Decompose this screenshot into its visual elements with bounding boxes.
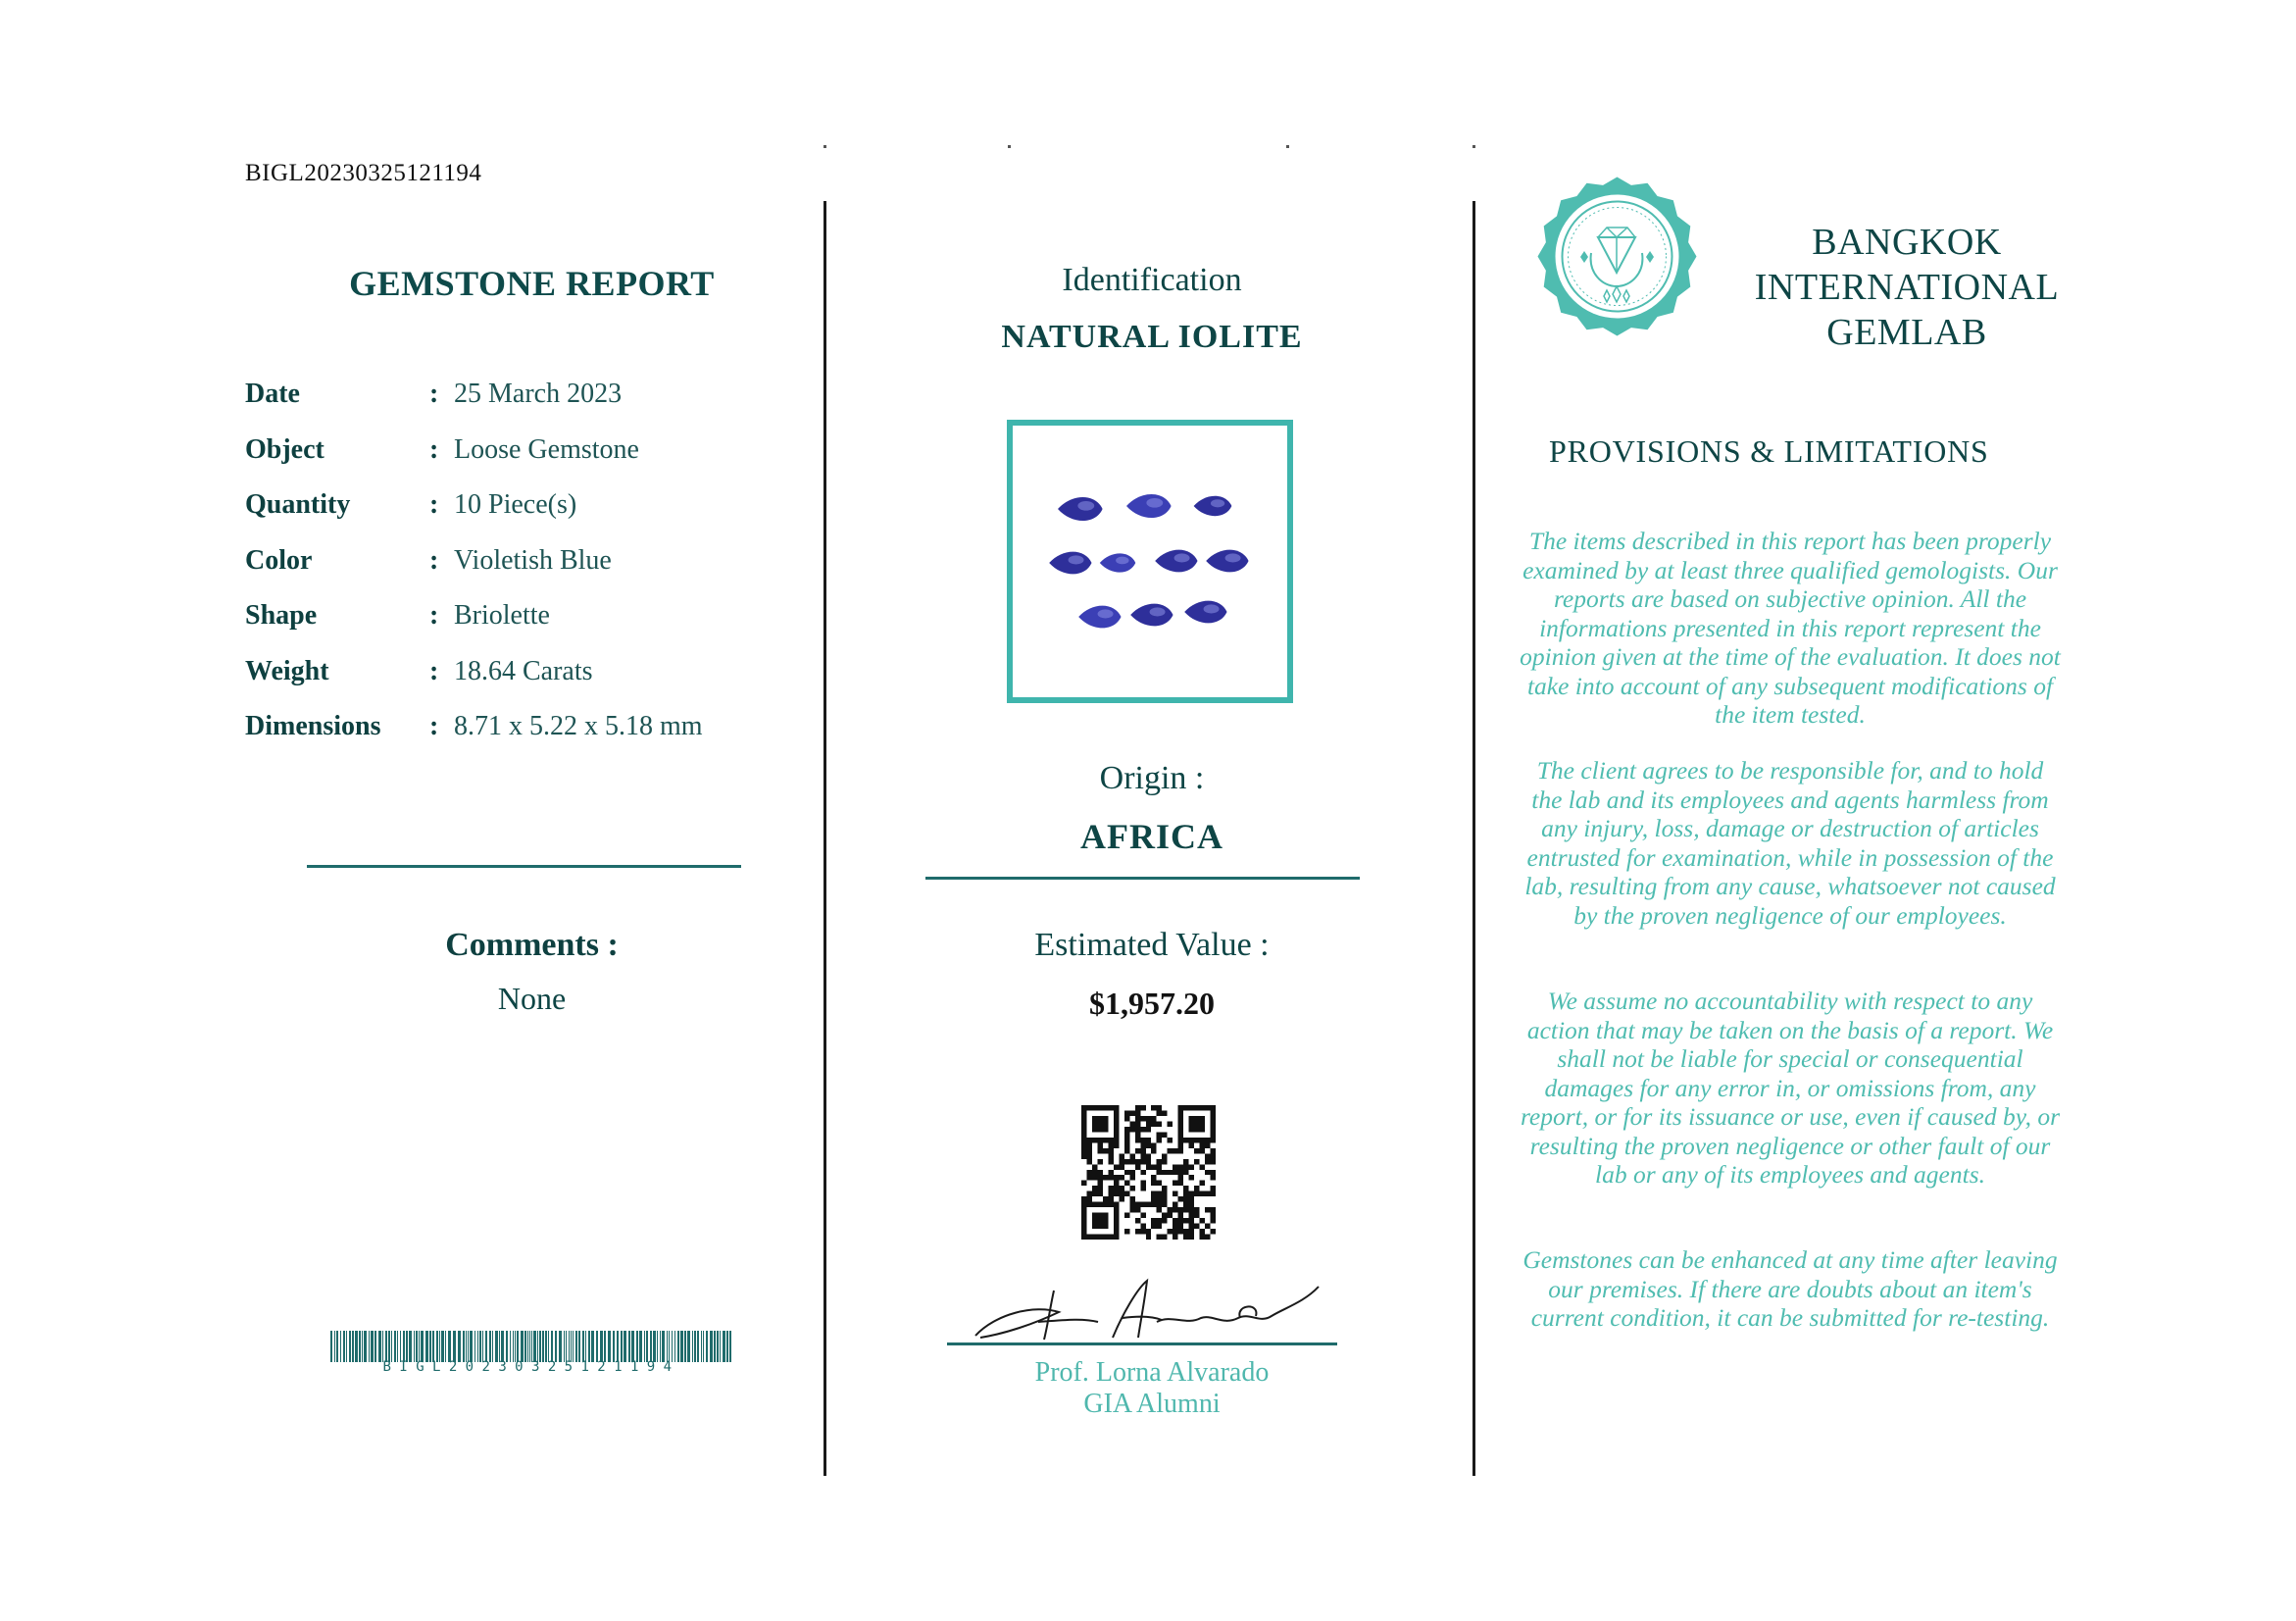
spec-separator: : <box>429 600 439 631</box>
report-id: BIGL20230325121194 <box>245 160 482 186</box>
signature-line <box>947 1342 1337 1345</box>
divider-line <box>925 877 1360 880</box>
divider-tick <box>1286 145 1289 148</box>
gemstone-photo <box>1007 420 1293 703</box>
barcode-text: BIGL20230325121194 <box>382 1359 680 1375</box>
divider-tick <box>824 145 826 148</box>
spec-label: Color <box>245 544 313 576</box>
gemstone <box>1126 494 1172 518</box>
gemstone <box>1078 606 1121 629</box>
report-title: GEMSTONE REPORT <box>349 264 715 303</box>
signer-name: Prof. Lorna Alvarado <box>1034 1357 1270 1388</box>
origin-label: Origin : <box>1099 760 1205 796</box>
spec-label: Dimensions <box>245 711 381 741</box>
gemstone <box>1155 550 1197 573</box>
comments-value: None <box>497 981 567 1016</box>
divider-tick <box>1472 145 1475 148</box>
identification-value: NATURAL IOLITE <box>1001 319 1303 355</box>
gemstone <box>1206 550 1248 573</box>
spec-separator: : <box>429 711 439 741</box>
estimated-value-amount: $1,957.20 <box>1089 986 1215 1021</box>
lab-name-line-2: INTERNATIONAL <box>1754 267 2060 308</box>
spec-value: Briolette <box>454 600 550 631</box>
spec-label: Date <box>245 379 300 409</box>
spec-separator: : <box>429 544 439 576</box>
spec-label: Quantity <box>245 489 351 520</box>
lab-seal-logo <box>1537 177 1697 336</box>
barcode <box>330 1331 732 1362</box>
lab-name <box>1740 220 2073 355</box>
comments-label: Comments : <box>445 927 619 963</box>
gemstone <box>1058 497 1103 521</box>
spec-label: Object <box>245 433 324 465</box>
provisions-title: PROVISIONS & LIMITATIONS <box>1549 433 1989 469</box>
provisions-paragraph: Gemstones can be enhanced at any time after leaving our premises. If there are doubts about an item's current condition, it can be submitted for re-testing. <box>1522 1245 2058 1332</box>
estimated-value-label: Estimated Value : <box>1034 927 1270 963</box>
spec-separator: : <box>429 379 439 409</box>
divider-line <box>307 865 741 868</box>
spec-separator: : <box>429 489 439 520</box>
signer-title: GIA Alumni <box>1083 1389 1221 1419</box>
spec-separator: : <box>429 433 439 465</box>
provisions-paragraph: The items described in this report has been properly examined by at least three qualified gemologists. Our reports are based on subjective opinion. All the informations presented in this report represent the opinion given at the time of the evaluation. It does not take into account of any subsequent modifications of the item tested. <box>1520 527 2061 729</box>
gemstone <box>1049 552 1091 575</box>
spec-value: Violetish Blue <box>454 544 612 576</box>
gemstone <box>1130 604 1173 627</box>
column-divider-left <box>824 201 826 1476</box>
spec-separator: : <box>429 655 439 686</box>
provisions-paragraph: The client agrees to be responsible for, and to hold the lab and its employees and agents harmless from any injury, loss, damage or destruction of articles entrusted for examination, while in possession of the lab, resulting from any cause, whatsoever not caused by the proven negligence of our employees. <box>1524 756 2056 930</box>
spec-label: Shape <box>245 600 318 631</box>
qr-code[interactable] <box>1081 1105 1216 1240</box>
spec-label: Weight <box>245 655 329 686</box>
spec-value: 25 March 2023 <box>454 379 623 409</box>
origin-value: AFRICA <box>1080 817 1223 856</box>
gemstone <box>1194 496 1232 516</box>
gemstones-image <box>1013 426 1287 697</box>
signature <box>966 1275 1328 1348</box>
provisions-paragraph: We assume no accountability with respect to any action that may be taken on the basis of a report. We shall not be liable for special or consequential damages for any error in, or omissions from, any report, or for its issuance or use, even if caused by, or resulting the proven negligence or other fault of our lab or any of its employees and agents. <box>1520 987 2061 1189</box>
lab-name-line-3: GEMLAB <box>1826 312 1987 353</box>
gemstone <box>1100 553 1135 572</box>
identification-label: Identification <box>1062 262 1242 298</box>
spec-value: 18.64 Carats <box>454 655 593 686</box>
spec-value: 8.71 x 5.22 x 5.18 mm <box>454 711 703 741</box>
gemstone <box>1184 601 1226 624</box>
spec-value: 10 Piece(s) <box>454 489 577 520</box>
spec-value: Loose Gemstone <box>454 433 639 465</box>
lab-name-line-1: BANGKOK <box>1812 222 2002 263</box>
divider-tick <box>1008 145 1011 148</box>
